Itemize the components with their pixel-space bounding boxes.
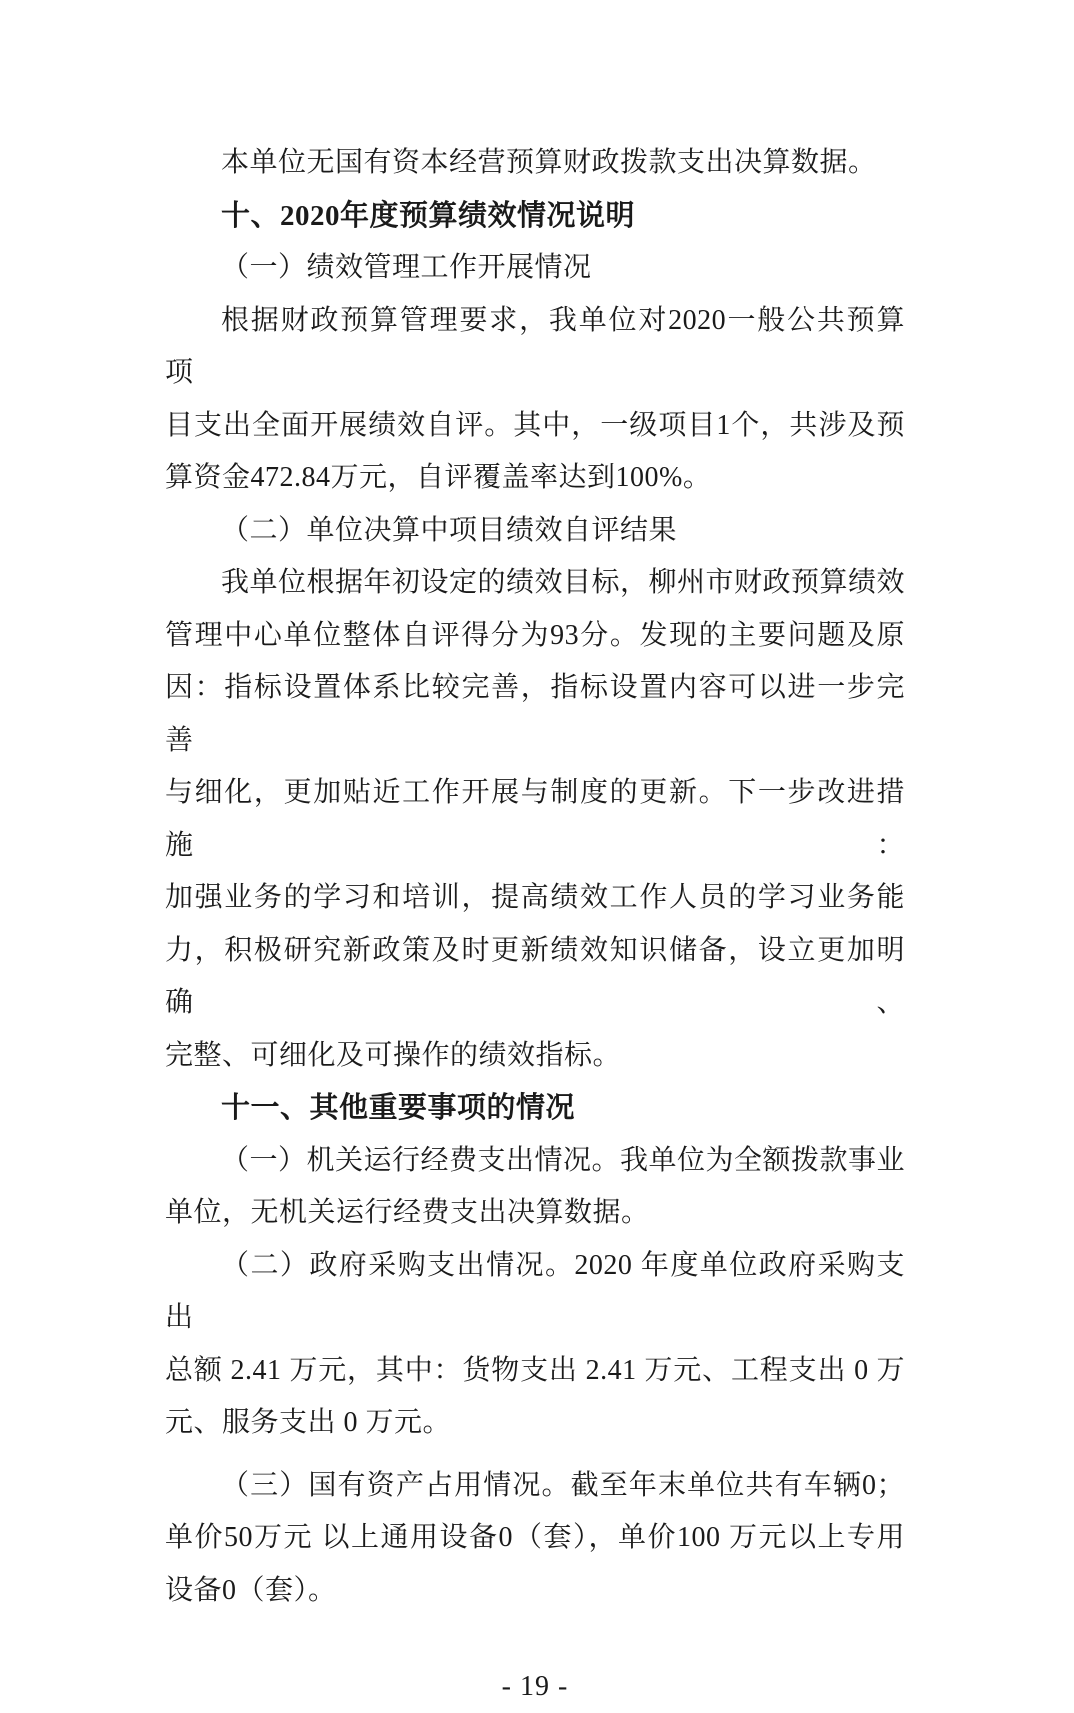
paragraph-line: 加强业务的学习和培训，提高绩效工作人员的学习业务能 — [165, 882, 905, 913]
section-10-heading: 十、2020年度预算绩效情况说明 — [221, 199, 636, 232]
paragraph-line: 因：指标设置体系比较完善，指标设置内容可以进一步完善 — [165, 672, 905, 756]
intro-paragraph-line: 本单位无国有资本经营预算财政拨款支出决算数据。 — [221, 147, 877, 178]
paragraph-line: 我单位根据年初设定的绩效目标，柳州市财政预算绩效 — [221, 567, 906, 598]
paragraph-line: 目支出全面开展绩效自评。其中，一级项目1个，共涉及预 — [165, 409, 905, 441]
paragraph-line: （一）机关运行经费支出情况。我单位为全额拨款事业 — [221, 1144, 906, 1176]
section-10-sub-1-heading: （一）绩效管理工作开展情况 — [221, 252, 592, 283]
paragraph-line: 管理中心单位整体自评得分为93分。发现的主要问题及原 — [165, 619, 905, 651]
paragraph-line: 完整、可细化及可操作的绩效指标。 — [165, 1039, 622, 1071]
page-number: - 19 - — [501, 1671, 569, 1702]
paragraph-line: 与细化，更加贴近工作开展与制度的更新。下一步改进措施： — [165, 777, 905, 861]
paragraph-line: 算资金472.84万元，自评覆盖率达到100%。 — [165, 462, 712, 493]
section-11-heading: 十一、其他重要事项的情况 — [221, 1092, 576, 1124]
paragraph-line: 单价50万元 以上通用设备0（套），单价100 万元以上专用 — [165, 1522, 905, 1553]
paragraph-line: 单位，无机关运行经费支出决算数据。 — [165, 1197, 650, 1228]
paragraph-line: （三）国有资产占用情况。截至年末单位共有车辆0； — [221, 1469, 905, 1501]
section-10-sub-2-heading: （二）单位决算中项目绩效自评结果 — [221, 514, 678, 546]
paragraph-line: 元、服务支出 0 万元。 — [165, 1407, 452, 1438]
paragraph-line: 力，积极研究新政策及时更新绩效知识储备，设立更加明确、 — [165, 934, 905, 1018]
paragraph-line: 总额 2.41 万元，其中：货物支出 2.41 万元、工程支出 0 万 — [165, 1354, 905, 1386]
paragraph-line: 根据财政预算管理要求，我单位对2020一般公共预算项 — [165, 304, 905, 388]
paragraph-line: 设备0（套）。 — [165, 1574, 337, 1606]
paragraph-line: （二）政府采购支出情况。2020 年度单位政府采购支出 — [165, 1249, 905, 1333]
